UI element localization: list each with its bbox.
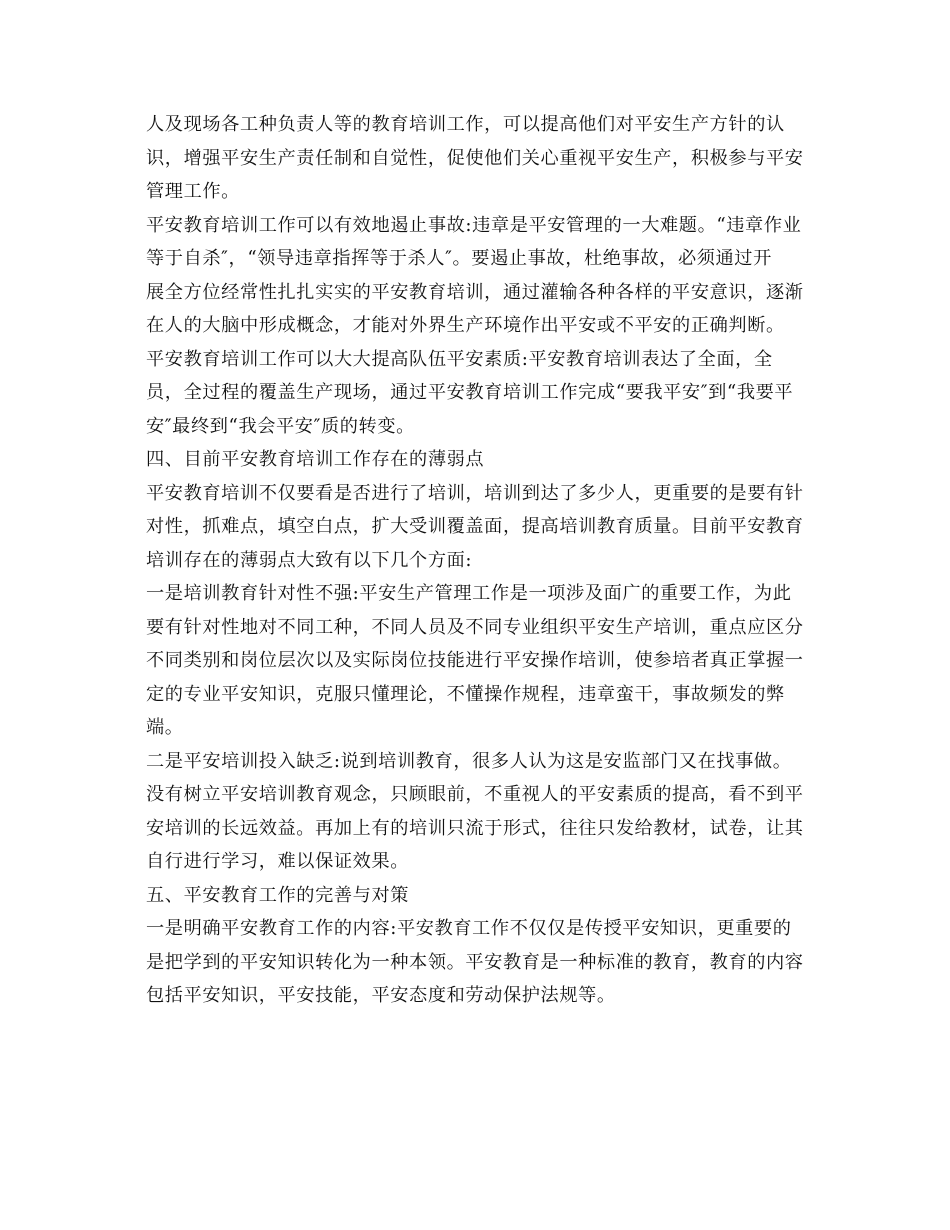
text-line: 安″最终到“我会平安″质的转变。 bbox=[146, 415, 415, 437]
text-line: 平安教育培训不仅要看是否进行了培训，培训到达了多少人，更重要的是要有针 bbox=[146, 482, 804, 504]
text-line: 要有针对性地对不同工种，不同人员及不同专业组织平安生产培训，重点应区分 bbox=[146, 616, 804, 638]
text-line: 对性，抓难点，填空白点，扩大受训覆盖面，提高培训教育质量。目前平安教育 bbox=[146, 516, 804, 537]
text-line: 二是平安培训投入缺乏:说到培训教育，很多人认为这是安监部门又在找事做。 bbox=[146, 750, 792, 772]
text-line: 管理工作。 bbox=[146, 181, 240, 202]
text-line: 在人的大脑中形成概念，才能对外界生产环境作出平安或不平安的正确判断。 bbox=[146, 315, 785, 336]
text-line: 自行进行学习，难以保证效果。 bbox=[146, 851, 410, 872]
text-line: 不同类别和岗位层次以及实际岗位技能进行平安操作培训，使参培者真正掌握一 bbox=[146, 650, 804, 671]
text-line: 五、平安教育工作的完善与对策 bbox=[146, 884, 410, 906]
text-line: 包括平安知识，平安技能，平安态度和劳动保护法规等。 bbox=[146, 985, 616, 1006]
text-line: 等于自杀″，“领导违章指挥等于杀人″。要遏止事故，杜绝事故，必须通过开 bbox=[146, 248, 772, 269]
text-line: 一是明确平安教育工作的内容:平安教育工作不仅仅是传授平安知识，更重要的 bbox=[146, 918, 792, 939]
text-line: 识，增强平安生产责任制和自觉性，促使他们关心重视平安生产，积极参与平安 bbox=[146, 147, 804, 169]
text-line: 平安教育培训工作可以有效地遏止事故:违章是平安管理的一大难题。“违章作业 bbox=[146, 214, 802, 236]
text-line: 没有树立平安培训教育观念，只顾眼前，不重视人的平安素质的提高，看不到平 bbox=[146, 784, 804, 805]
text-line: 平安教育培训工作可以大大提高队伍平安素质:平安教育培训表达了全面，全 bbox=[146, 348, 773, 370]
text-line: 员，全过程的覆盖生产现场，通过平安教育培训工作完成“要我平安″到“我要平 bbox=[146, 382, 794, 403]
text-line: 是把学到的平安知识转化为一种本领。平安教育是一种标准的教育，教育的内容 bbox=[146, 951, 804, 973]
text-line: 端。 bbox=[146, 717, 184, 738]
text-line: 一是培训教育针对性不强:平安生产管理工作是一项涉及面广的重要工作，为此 bbox=[146, 583, 792, 604]
text-line: 四、目前平安教育培训工作存在的薄弱点 bbox=[146, 449, 485, 470]
text-line: 培训存在的薄弱点大致有以下几个方面: bbox=[146, 549, 473, 571]
text-line: 展全方位经常性扎扎实实的平安教育培训，通过灌输各种各样的平安意识，逐渐 bbox=[146, 281, 804, 303]
text-line: 定的专业平安知识，克服只懂理论，不懂操作规程，违章蛮干，事故频发的弊 bbox=[146, 683, 785, 705]
text-line: 安培训的长远效益。再加上有的培训只流于形式，往往只发给教材，试卷，让其 bbox=[146, 817, 804, 839]
text-line: 人及现场各工种负责人等的教育培训工作，可以提高他们对平安生产方针的认 bbox=[146, 114, 785, 135]
